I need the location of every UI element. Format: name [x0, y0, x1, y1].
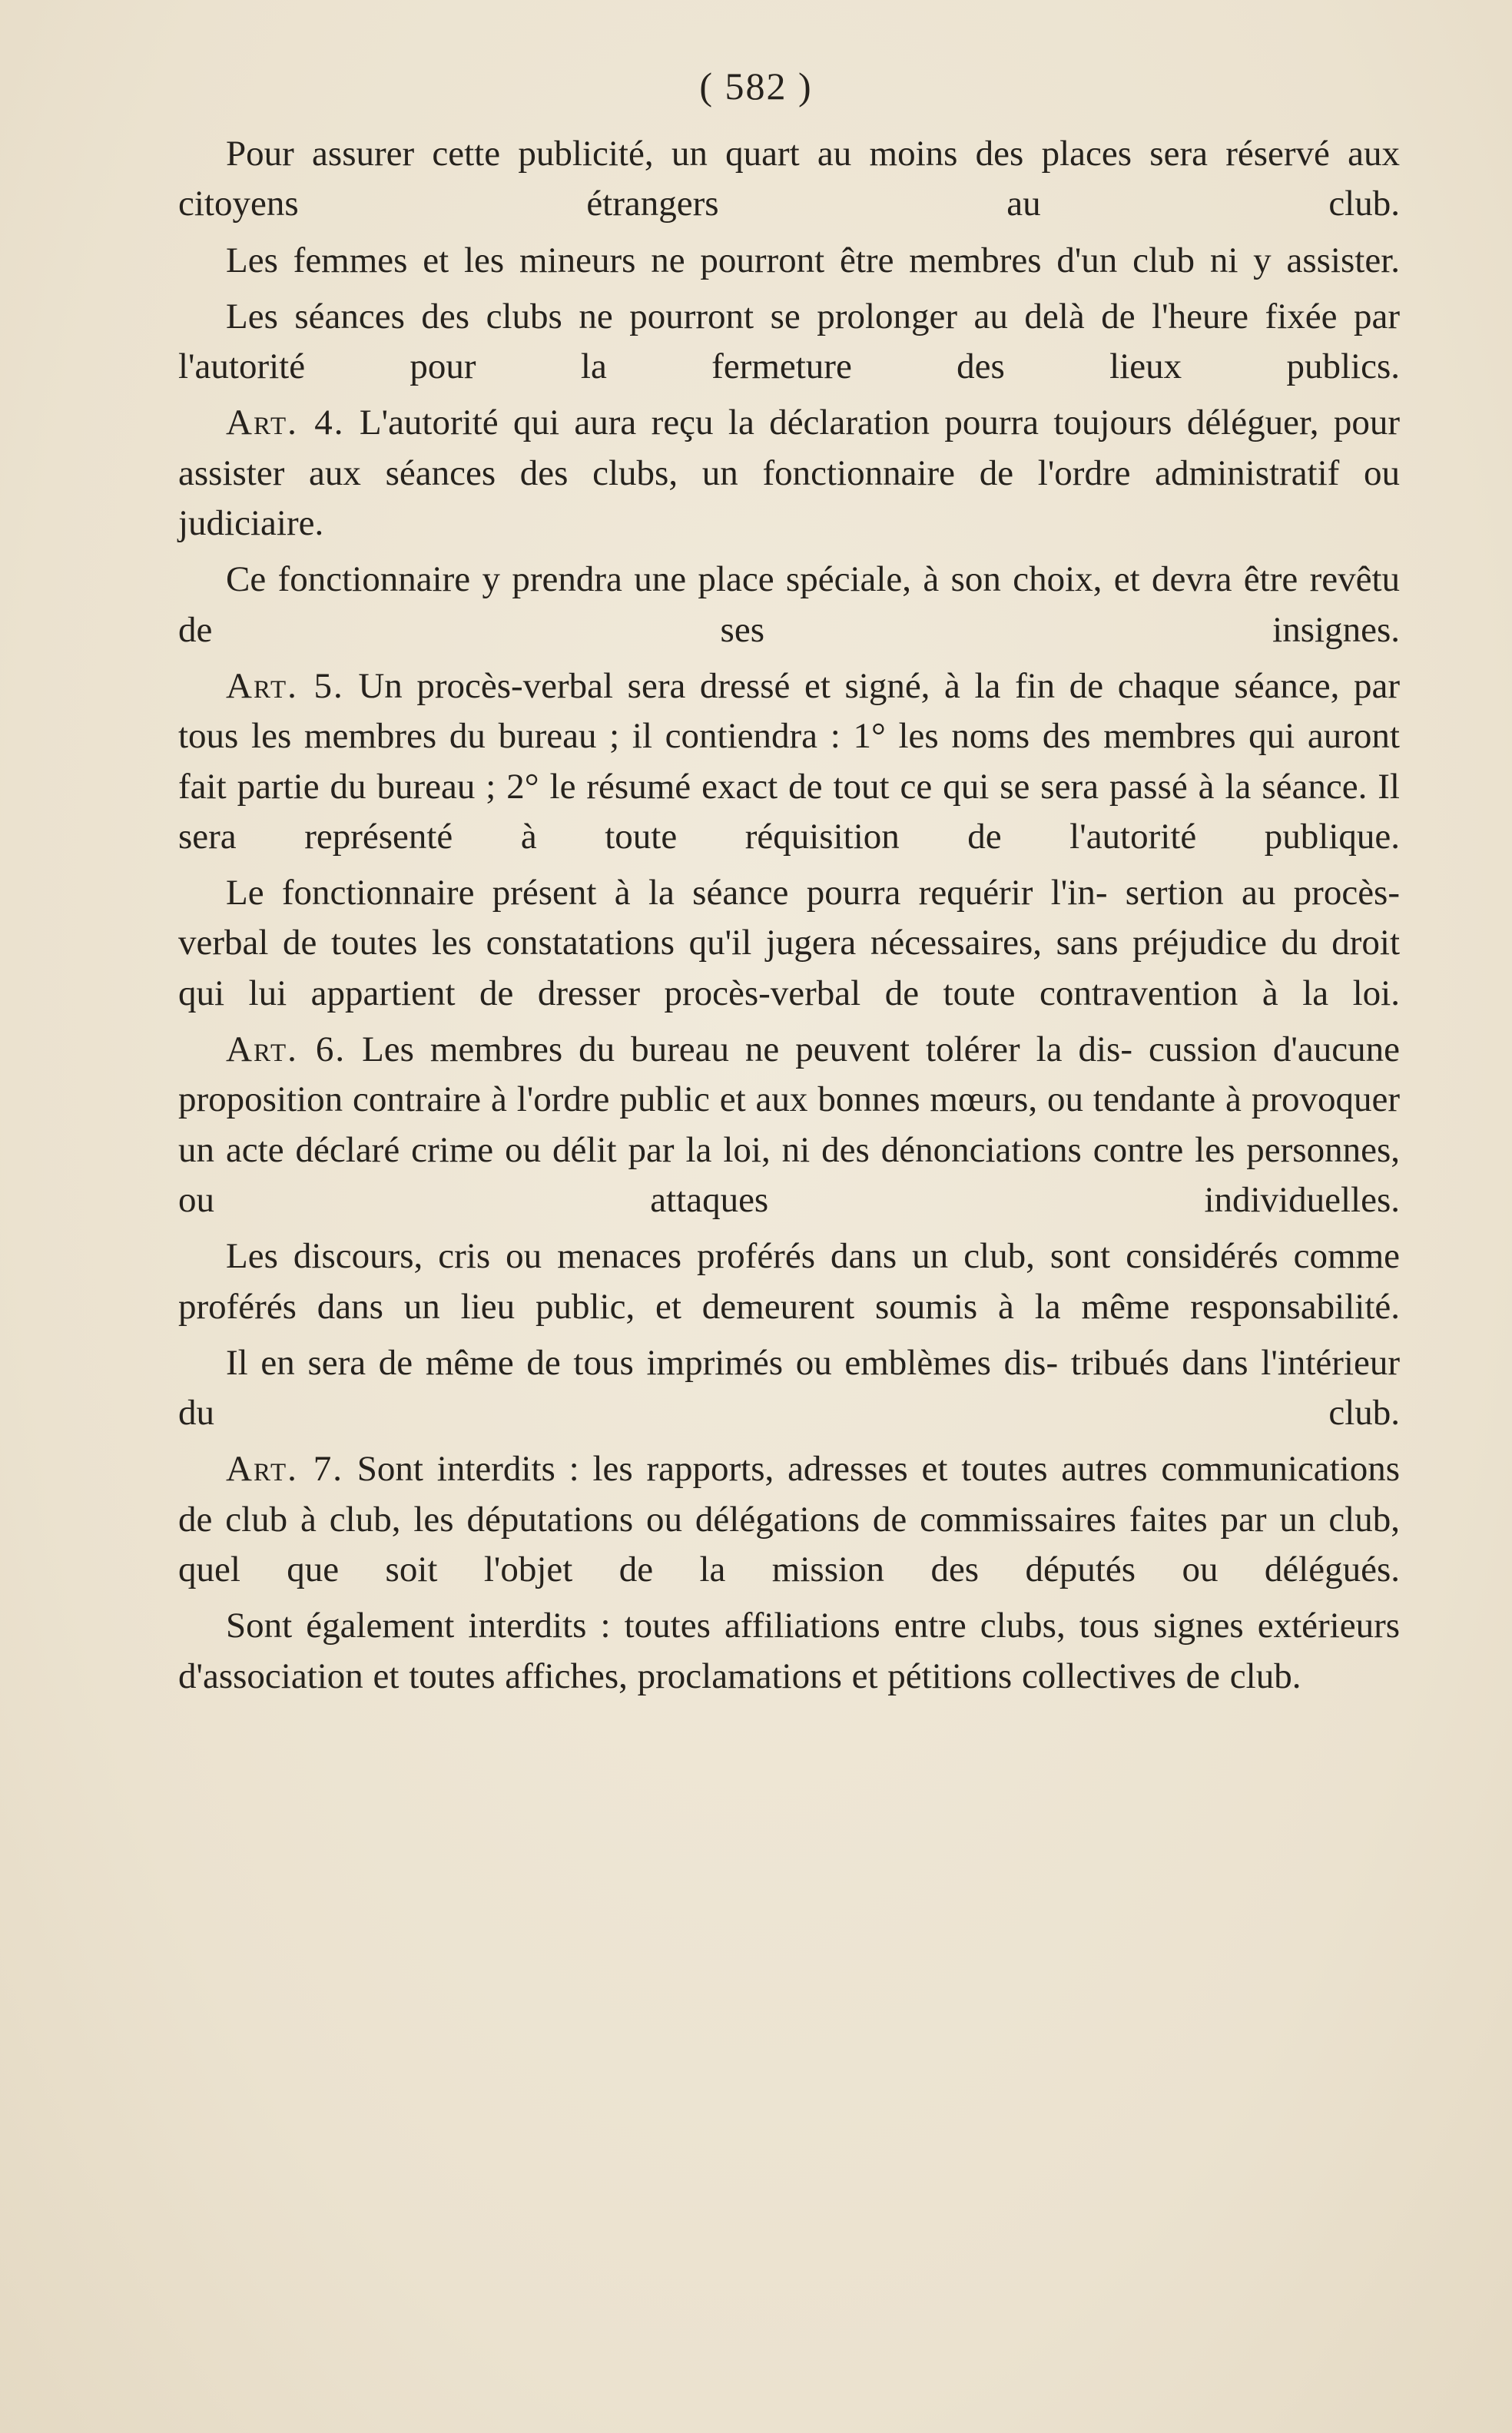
text-line: soumis à la même responsabilité.	[875, 1286, 1400, 1327]
paragraph	[178, 1338, 1400, 1439]
text-line: sertion au procès-verbal de toutes les constatations qu'il jugera	[178, 873, 1400, 963]
text-line: sera réservé aux citoyens étrangers au club.	[178, 134, 1401, 224]
paragraph	[178, 292, 1400, 393]
paragraph	[178, 1231, 1400, 1332]
text-line: la mission des députés ou délégués.	[699, 1550, 1401, 1590]
text-line: bonnes mœurs, ou tendante à provoquer un acte déclaré crime	[178, 1079, 1400, 1170]
paragraph	[178, 236, 1400, 286]
text-line: de commissaires faites par un club, quel que soit l'objet de	[178, 1499, 1400, 1590]
text-line: tribués dans l'intérieur du club.	[178, 1342, 1401, 1434]
text-line: Les femmes et les mineurs ne pourront être membres d'un	[226, 240, 1118, 280]
text-line: Il en sera de même de tous imprimés ou emblèmes dis-	[226, 1342, 1059, 1383]
paragraph	[178, 1601, 1400, 1702]
text-line: Les discours, cris ou menaces proférés dans un club, sont	[226, 1236, 1111, 1277]
text-line: Le fonctionnaire présent à la séance pourra requérir l'in-	[226, 873, 1108, 913]
text-line: de l'ordre administratif ou judiciaire.	[178, 452, 1401, 544]
text-line: et devra être revêtu de ses insignes.	[178, 559, 1401, 650]
text-line: ou délit par la loi, ni des dénonciations contre les personnes,	[505, 1129, 1401, 1170]
article-label: Art. 4.	[226, 403, 345, 443]
text-line: Sont également interdits : toutes affiliations entre clubs, tous	[226, 1606, 1140, 1646]
article-label: Art. 5.	[226, 665, 344, 706]
article-4-paragraph	[178, 398, 1400, 549]
text-line: 2° le résumé exact de tout ce qui se sera passé à la séance. Il	[506, 766, 1400, 807]
paragraph	[178, 868, 1400, 1019]
text-line: l'heure fixée par l'autorité pour la fermeture des lieux publics.	[178, 296, 1401, 387]
text-line: nécessaires, sans préjudice du droit qui lui appartient de	[178, 923, 1401, 1013]
text-line: déléguer, pour assister aux séances des clubs, un fonctionnaire	[178, 403, 1400, 493]
paragraph	[178, 129, 1400, 230]
article-6-paragraph	[178, 1025, 1400, 1225]
article-label: Art. 7.	[226, 1449, 343, 1490]
body-text	[178, 129, 1400, 1708]
text-line: communications de club à club, les députations ou délégations	[178, 1449, 1401, 1540]
text-line: sera représenté à toute réquisition de l'autorité publique.	[178, 816, 1400, 857]
article-label: Art. 6.	[226, 1029, 346, 1070]
text-line: et pétitions collectives de club.	[851, 1656, 1301, 1696]
text-line: chaque séance, par tous les membres du bureau ; il contiendra :	[178, 665, 1400, 757]
text-line: Pour assurer cette publicité, un quart au moins des places	[226, 134, 1132, 174]
text-line: signes extérieurs d'association et toutes affiches, proclamations	[178, 1606, 1401, 1696]
text-line: ou attaques individuelles.	[178, 1179, 1400, 1220]
text-line: Les membres du bureau ne peuvent tolérer la dis-	[362, 1029, 1132, 1070]
text-line: Les séances des clubs ne pourront se prolonger au delà de	[226, 296, 1136, 336]
article-5-paragraph	[178, 661, 1400, 862]
text-line: 1° les noms des membres qui auront fait partie du bureau ;	[178, 716, 1400, 807]
text-line: club ni y assister.	[1132, 240, 1401, 280]
paragraph	[178, 555, 1400, 655]
text-line: Ce fonctionnaire y prendra une place spéciale, à son choix,	[226, 559, 1102, 600]
text-line: cussion d'aucune proposition contraire à l'ordre public et aux	[178, 1029, 1400, 1120]
text-line: dresser procès-verbal de toute contravention à la loi.	[537, 973, 1400, 1013]
page-number: ( 582 )	[699, 65, 813, 108]
text-line: considérés comme proférés dans un lieu public, et demeurent	[178, 1236, 1400, 1327]
text-line: L'autorité qui aura reçu la déclaration pourra toujours	[359, 403, 1172, 443]
article-7-paragraph	[178, 1444, 1400, 1595]
text-line: Un procès-verbal sera dressé et signé, à la fin de	[358, 665, 1104, 706]
text-line: Sont interdits : les rapports, adresses et toutes autres	[356, 1449, 1148, 1490]
